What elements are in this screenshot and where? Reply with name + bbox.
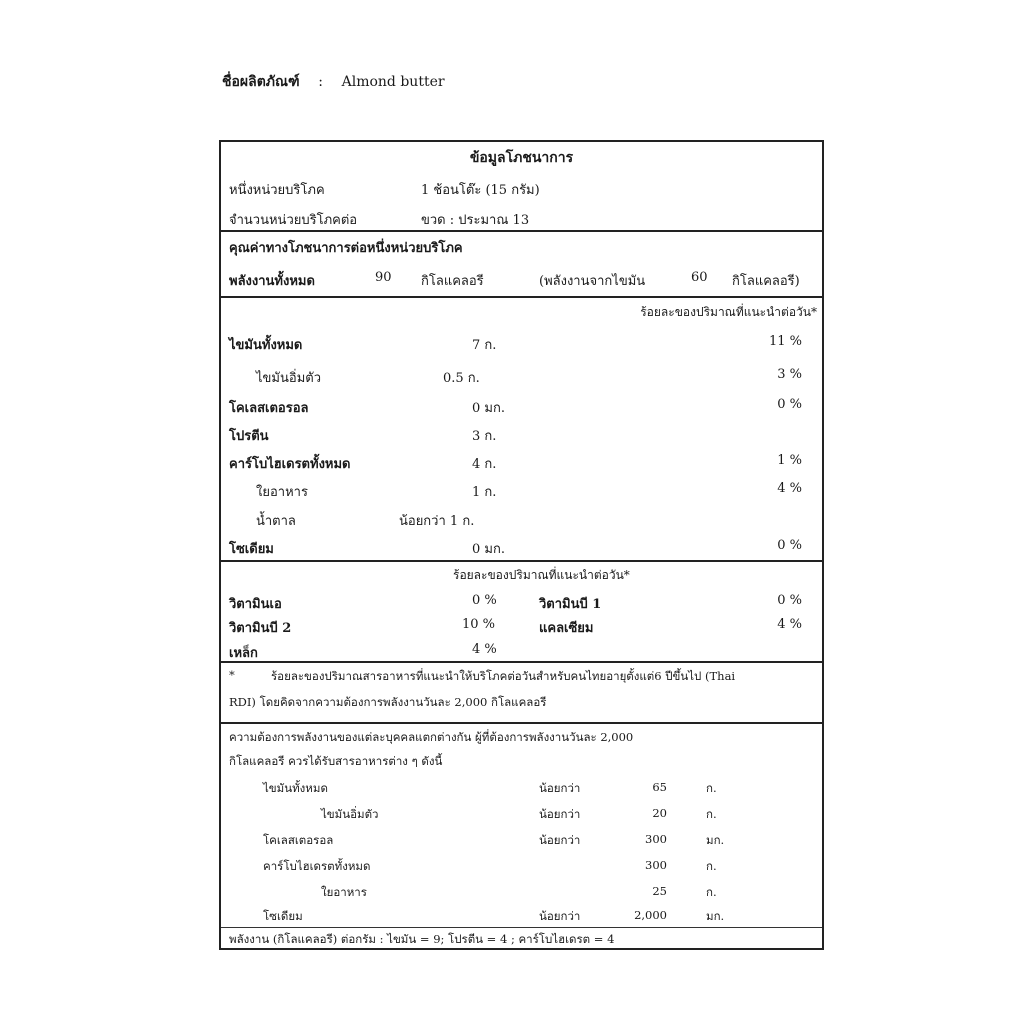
needs-unit: ก. [706,859,717,873]
needs-unit: มก. [706,833,725,847]
needs-name: คาร์โบไฮเดรตทั้งหมด [263,859,371,873]
nutrient-pct: 0 % [777,397,802,412]
nutrition-panel [219,140,824,950]
energy-per-gram: พลังงาน (กิโลแคลอรี) ต่อกรัม : ไขมัน = 9; โปรตีน = 4 ; คาร์โบไฮเดรต = 4 [229,932,615,946]
needs-name: ใยอาหาร [321,885,367,899]
per-serving-heading: คุณค่าทางโภชนาการต่อหนึ่งหน่วยบริโภค [229,241,463,256]
needs-value: 20 [652,806,667,820]
needs-name: ไขมันทั้งหมด [263,781,328,795]
servings-per-label: จำนวนหน่วยบริโภคต่อ [229,213,358,228]
rdi-header: ร้อยละของปริมาณที่แนะนำต่อวัน* [640,305,817,319]
needs-value: 300 [645,858,667,872]
needs-unit: ก. [706,885,717,899]
nutrient-amount: 3 ก. [472,429,497,444]
needs-qual: น้อยกว่า [539,909,581,923]
nutrient-pct: 4 % [777,481,802,496]
divider-1 [221,230,822,232]
nutrient-pct: 1 % [777,453,802,468]
needs-qual: น้อยกว่า [539,833,581,847]
needs-line-2: กิโลแคลอรี ควรได้รับสารอาหารต่าง ๆ ดังนี้ [229,754,443,768]
vitamin-pct: 0 % [472,593,497,608]
nutrient-name: โคเลสเตอรอล [229,401,309,416]
divider-3 [221,560,822,562]
panel-title: ข้อมูลโภชนาการ [469,150,574,166]
nutrient-name: โปรตีน [229,429,269,444]
needs-value: 2,000 [634,908,667,922]
vitamin-name: วิตามินเอ [229,597,282,612]
nutrient-amount: น้อยกว่า 1 ก. [399,514,475,529]
needs-value: 25 [652,884,667,898]
needs-name: โคเลสเตอรอล [263,833,334,847]
energy-fat-label: (พลังงานจากไขมัน [539,274,646,289]
product-name: Almond butter [341,74,445,90]
nutrient-name: ใยอาหาร [256,485,308,500]
vitamin-name: วิตามินบี 2 [229,621,292,636]
nutrient-amount: 0 มก. [472,542,505,557]
vitamin-name: วิตามินบี 1 [539,597,602,612]
servings-per-value: ขวด : ประมาณ 13 [421,213,530,228]
vitamin-name: แคลเซียม [539,621,594,636]
energy-unit: กิโลแคลอรี [421,274,484,289]
needs-name: ไขมันอิ่มตัว [321,807,379,821]
energy-fat-unit: กิโลแคลอรี) [732,274,800,289]
serving-size-value: 1 ช้อนโต๊ะ (15 กรัม) [421,183,540,198]
energy-label: พลังงานทั้งหมด [229,274,315,289]
product-label: ชื่อผลิตภัณฑ์ [222,74,300,90]
nutrient-amount: 0.5 ก. [443,371,480,386]
vitamin-pct: 4 % [777,617,802,632]
nutrient-name: โซเดียม [229,542,274,557]
vitamin-header: ร้อยละของปริมาณที่แนะนำต่อวัน* [453,568,630,582]
nutrient-name: ไขมันอิ่มตัว [256,371,321,386]
footnote-line-2: RDI) โดยคิดจากความต้องการพลังงานวันละ 2,000 กิโลแคลอรี [229,695,547,709]
divider-2 [221,296,822,298]
serving-size-label: หนึ่งหน่วยบริโภค [229,183,325,198]
divider-5 [221,722,822,724]
needs-qual: น้อยกว่า [539,807,581,821]
vitamin-pct: 4 % [472,642,497,657]
nutrient-amount: 1 ก. [472,485,497,500]
needs-value: 65 [652,780,667,794]
needs-name: โซเดียม [263,909,303,923]
nutrient-pct: 3 % [777,367,802,382]
vitamin-pct: 0 % [777,593,802,608]
nutrient-name: น้ำตาล [256,514,296,529]
product-line [222,71,445,93]
nutrient-pct: 11 % [768,334,802,349]
nutrient-name: คาร์โบไฮเดรตทั้งหมด [229,457,351,472]
footnote-line-1: ร้อยละของปริมาณสารอาหารที่แนะนำให้บริโภคต่อวันสำหรับคนไทยอายุตั้งแต่6 ปีขึ้นไป (Thai [271,669,736,683]
product-colon: : [318,74,323,90]
divider-6 [221,927,822,928]
nutrient-pct: 0 % [777,538,802,553]
nutrient-amount: 0 มก. [472,401,505,416]
nutrient-amount: 4 ก. [472,457,497,472]
needs-line-1: ความต้องการพลังงานของแต่ละบุคคลแตกต่างกัน ผู้ที่ต้องการพลังงานวันละ 2,000 [229,730,634,744]
energy-fat-value: 60 [691,270,708,285]
nutrient-name: ไขมันทั้งหมด [229,338,303,353]
vitamin-name: เหล็ก [229,646,258,661]
needs-value: 300 [645,832,667,846]
needs-unit: ก. [706,807,717,821]
vitamin-pct: 10 % [462,617,496,632]
footnote-star: * [229,668,235,682]
divider-4 [221,661,822,663]
energy-value: 90 [375,270,392,285]
nutrient-amount: 7 ก. [472,338,497,353]
needs-qual: น้อยกว่า [539,781,581,795]
needs-unit: มก. [706,909,725,923]
needs-unit: ก. [706,781,717,795]
